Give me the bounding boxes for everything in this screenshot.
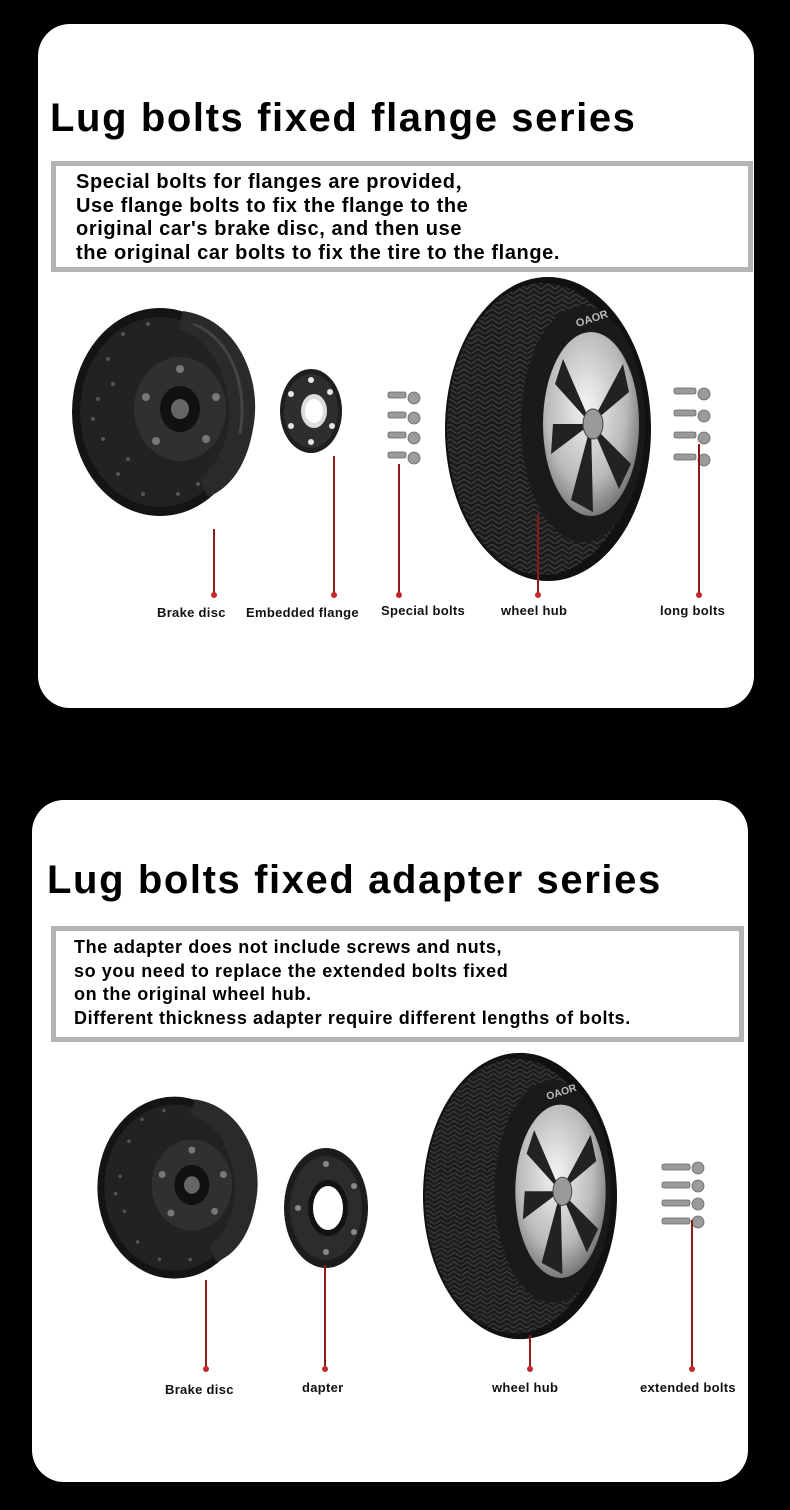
pointer-dot [211, 592, 217, 598]
tire-brand-text: OAOR [574, 308, 610, 330]
pointer-dot [535, 592, 541, 598]
label-brake-disc: Brake disc [157, 605, 226, 620]
flange-series-panel [38, 24, 754, 708]
embedded-flange-image [278, 366, 344, 456]
label-wheel-hub: wheel hub [492, 1380, 559, 1395]
description-box [51, 926, 744, 1042]
pointer-line [333, 456, 335, 596]
extended-bolts-image [660, 1158, 710, 1238]
pointer-dot [396, 592, 402, 598]
description-line: original car's brake disc, and then use [76, 218, 463, 240]
description-line: so you need to replace the extended bolts fixed [74, 960, 509, 981]
description-line: Use flange bolts to fix the flange to the [76, 194, 469, 217]
adapter-series-panel [32, 800, 748, 1482]
special-bolts-image [384, 386, 424, 476]
label-brake-disc: Brake disc [165, 1382, 234, 1397]
wheel-hub-image [443, 274, 653, 584]
pointer-line [205, 1280, 207, 1370]
description-box [51, 161, 753, 272]
pointer-line [691, 1220, 693, 1370]
pointer-dot [322, 1366, 328, 1372]
pointer-dot [203, 1366, 209, 1372]
pointer-line [398, 464, 400, 596]
pointer-dot [527, 1366, 533, 1372]
brake-disc-image [82, 1080, 272, 1290]
label-wheel-hub: wheel hub [501, 603, 568, 618]
long-bolts-image [670, 382, 714, 478]
label-adapter: dapter [302, 1380, 344, 1395]
pointer-line [529, 1335, 531, 1370]
tire-brand-text: OAOR [545, 1082, 579, 1103]
description-line: The adapter does not include screws and nuts, [74, 937, 503, 957]
pointer-line [324, 1265, 326, 1370]
description-line: Different thickness adapter require different lengths of bolts. [74, 1007, 631, 1028]
pointer-line [698, 444, 700, 596]
pointer-line [537, 514, 539, 596]
label-special-bolts: Special bolts [381, 603, 466, 618]
label-extended-bolts: extended bolts [640, 1380, 736, 1395]
wheel-hub-image [415, 1050, 625, 1342]
description-line: the original car bolts to fix the tire to the flange. [76, 241, 561, 264]
pointer-dot [689, 1366, 695, 1372]
label-long-bolts: long bolts [660, 603, 726, 618]
brake-disc-image [68, 289, 258, 529]
pointer-dot [696, 592, 702, 598]
section-title: Lug bolts fixed flange series [50, 96, 637, 140]
section-title: Lug bolts fixed adapter series [47, 858, 662, 902]
description-line: on the original wheel hub. [74, 984, 312, 1004]
description-line: Special bolts for flanges are provided， [76, 171, 477, 193]
pointer-line [213, 529, 215, 597]
adapter-image [282, 1146, 370, 1270]
pointer-dot [331, 592, 337, 598]
label-embedded-flange: Embedded flange [246, 605, 359, 620]
